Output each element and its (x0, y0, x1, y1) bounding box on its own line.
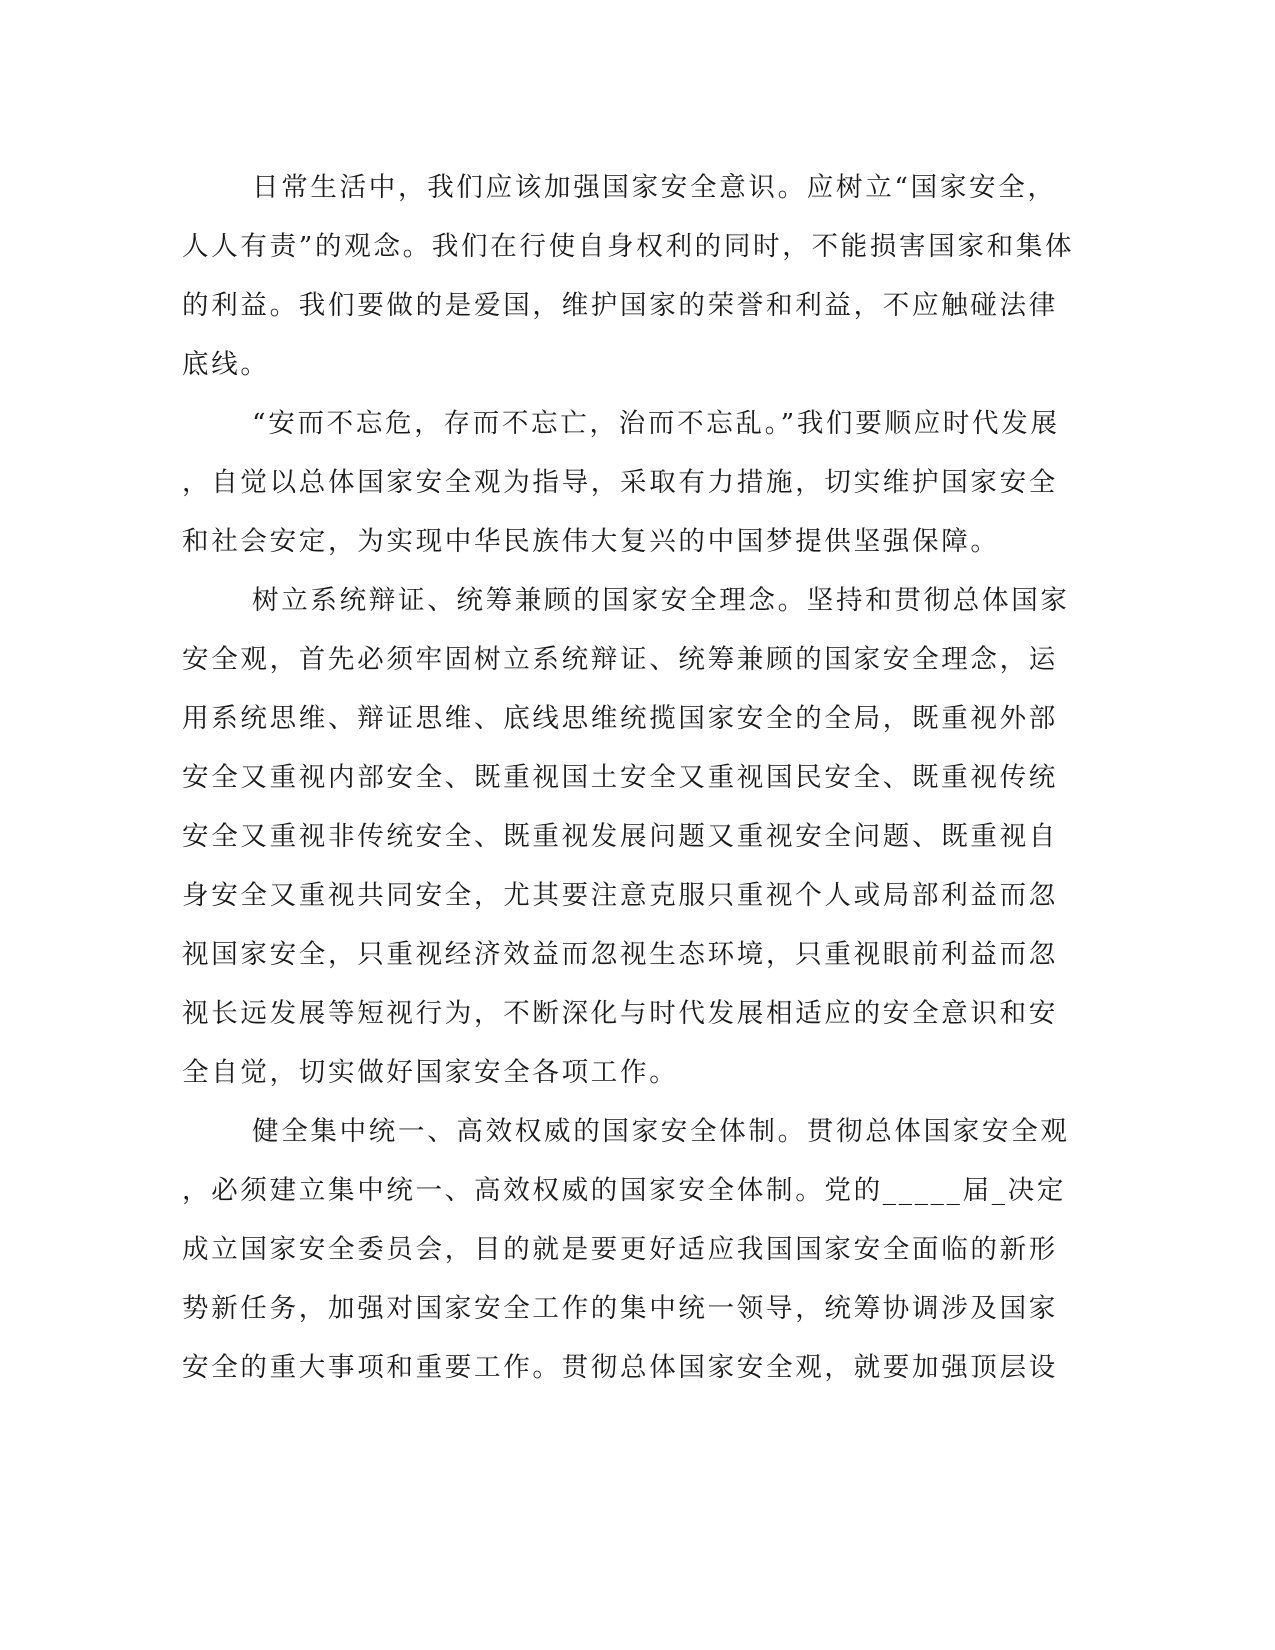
document-body (182, 158, 1075, 1397)
text-line: 视国家安全，只重视经济效益而忽视生态环境，只重视眼前利益而忽 (182, 939, 1058, 970)
paragraph (182, 394, 1060, 571)
paragraph (182, 1102, 1070, 1397)
text-line: 安全又重视非传统安全、既重视发展问题又重视安全问题、既重视自 (182, 821, 1058, 852)
text-line: 健全集中统一、高效权威的国家安全体制。贯彻总体国家安全观 (252, 1116, 1070, 1147)
paragraph (182, 571, 1070, 1102)
text-line: “安而不忘危，存而不忘亡，治而不忘乱。”我们要顺应时代发展 (252, 408, 1060, 439)
text-line: ，必须建立集中统一、高效权威的国家安全体制。党的_____届_决定 (182, 1175, 1067, 1206)
text-line: 身安全又重视共同安全，尤其要注意克服只重视个人或局部利益而忽 (182, 880, 1058, 911)
text-line: 用系统思维、辩证思维、底线思维统揽国家安全的全局，既重视外部 (182, 703, 1058, 734)
text-line: 树立系统辩证、统筹兼顾的国家安全理念。坚持和贯彻总体国家 (252, 585, 1070, 616)
text-line: 视长远发展等短视行为，不断深化与时代发展相适应的安全意识和安 (182, 998, 1058, 1029)
paragraph (182, 158, 1075, 394)
text-line: 全自觉，切实做好国家安全各项工作。 (182, 1057, 679, 1088)
text-line: 安全的重大事项和重要工作。贯彻总体国家安全观，就要加强顶层设 (182, 1352, 1058, 1383)
text-line: 人人有责”的观念。我们在行使自身权利的同时，不能损害国家和集体 (182, 231, 1075, 262)
text-line: 底线。 (182, 349, 270, 380)
text-line: 安全又重视内部安全、既重视国土安全又重视国民安全、既重视传统 (182, 762, 1058, 793)
text-line: 日常生活中，我们应该加强国家安全意识。应树立“国家安全， (252, 172, 1057, 203)
text-line: ，自觉以总体国家安全观为指导，采取有力措施，切实维护国家安全 (182, 467, 1058, 498)
text-line: 势新任务，加强对国家安全工作的集中统一领导，统筹协调涉及国家 (182, 1293, 1058, 1324)
text-line: 和社会安定，为实现中华民族伟大复兴的中国梦提供坚强保障。 (182, 526, 1000, 557)
text-line: 成立国家安全委员会，目的就是要更好适应我国国家安全面临的新形 (182, 1234, 1058, 1265)
text-line: 安全观，首先必须牢固树立系统辩证、统筹兼顾的国家安全理念，运 (182, 644, 1058, 675)
text-line: 的利益。我们要做的是爱国，维护国家的荣誉和利益，不应触碰法律 (182, 290, 1058, 321)
